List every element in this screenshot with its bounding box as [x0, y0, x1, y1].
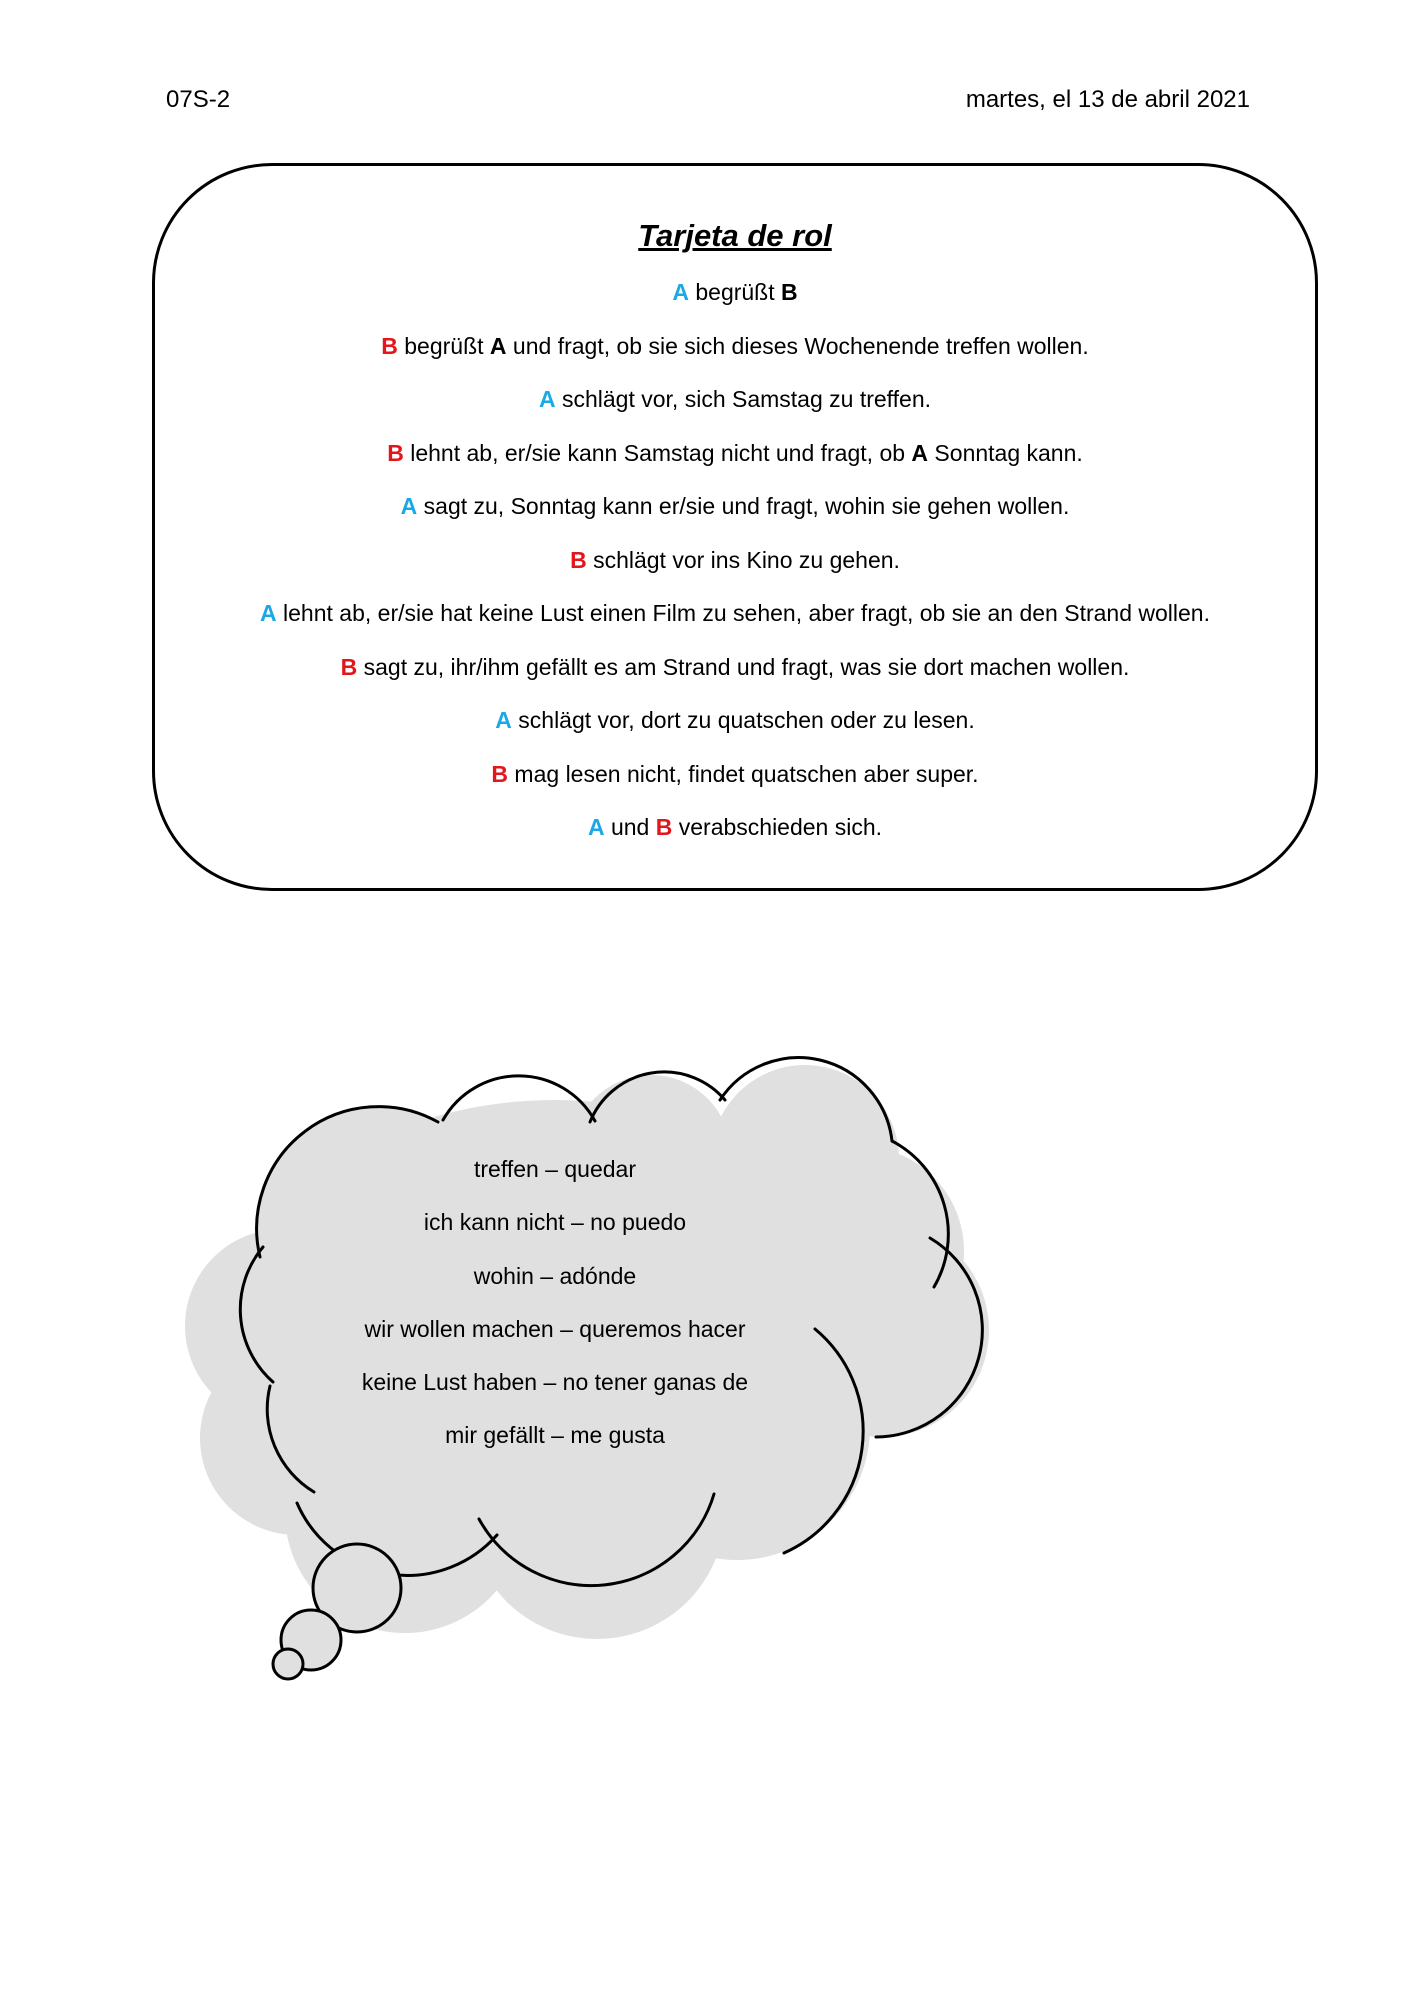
role-text: und fragt, ob sie sich dieses Wochenende treffen wollen. — [506, 332, 1089, 359]
role-marker: B — [491, 760, 509, 787]
role-card-title: Tarjeta de rol — [638, 218, 832, 253]
vocabulary-list — [330, 1153, 780, 1473]
vocabulary-item: treffen – quedar — [474, 1156, 636, 1182]
role-marker: B — [781, 279, 798, 305]
role-text: begrüßt — [397, 332, 490, 359]
role-marker: B — [387, 439, 404, 466]
document-date: martes, el 13 de abril 2021 — [965, 86, 1250, 113]
role-marker: B — [340, 653, 358, 680]
vocabulary-item: mir gefällt – me gusta — [445, 1422, 665, 1449]
vocabulary-item: keine Lust haben – no tener ganas de — [361, 1369, 749, 1396]
role-marker: B — [655, 814, 673, 840]
vocabulary-item: wohin – adónde — [473, 1262, 637, 1289]
role-marker: A — [587, 814, 605, 840]
role-text: schlägt vor, sich Samstag zu treffen. — [555, 386, 932, 412]
role-text: sagt zu, Sonntag kann er/sie und fragt, wohin sie gehen wollen. — [417, 493, 1070, 519]
role-text: mag lesen nicht, findet quatschen aber super. — [508, 760, 979, 787]
vocabulary-item: ich kann nicht – no puedo — [423, 1209, 687, 1236]
role-text: schlägt vor ins Kino zu gehen. — [586, 546, 900, 573]
role-text: und — [604, 814, 656, 840]
role-marker: A — [489, 332, 507, 359]
role-marker: B — [570, 546, 587, 573]
role-text: lehnt ab, er/sie kann Samstag nicht und fragt, ob — [403, 439, 912, 466]
role-text: lehnt ab, er/sie hat keine Lust einen Film zu sehen, aber fragt, ob sie an den Strand wollen. — [276, 600, 1210, 626]
role-marker: A — [538, 386, 556, 412]
role-marker: A — [672, 279, 689, 305]
document-code: 07S-2 — [166, 86, 231, 113]
role-marker: A — [911, 439, 929, 466]
role-marker: A — [495, 707, 512, 733]
role-text: begrüßt — [688, 279, 782, 305]
role-marker: B — [381, 332, 398, 359]
role-text: schlägt vor, dort zu quatschen oder zu lesen. — [511, 707, 975, 733]
vocabulary-item: wir wollen machen – queremos hacer — [364, 1315, 746, 1342]
role-text: Sonntag kann. — [928, 439, 1083, 466]
role-text: verabschieden sich. — [672, 814, 883, 840]
role-marker: A — [260, 600, 277, 626]
role-text: sagt zu, ihr/ihm gefällt es am Strand und fragt, was sie dort machen wollen. — [357, 653, 1130, 680]
role-marker: A — [400, 493, 418, 519]
